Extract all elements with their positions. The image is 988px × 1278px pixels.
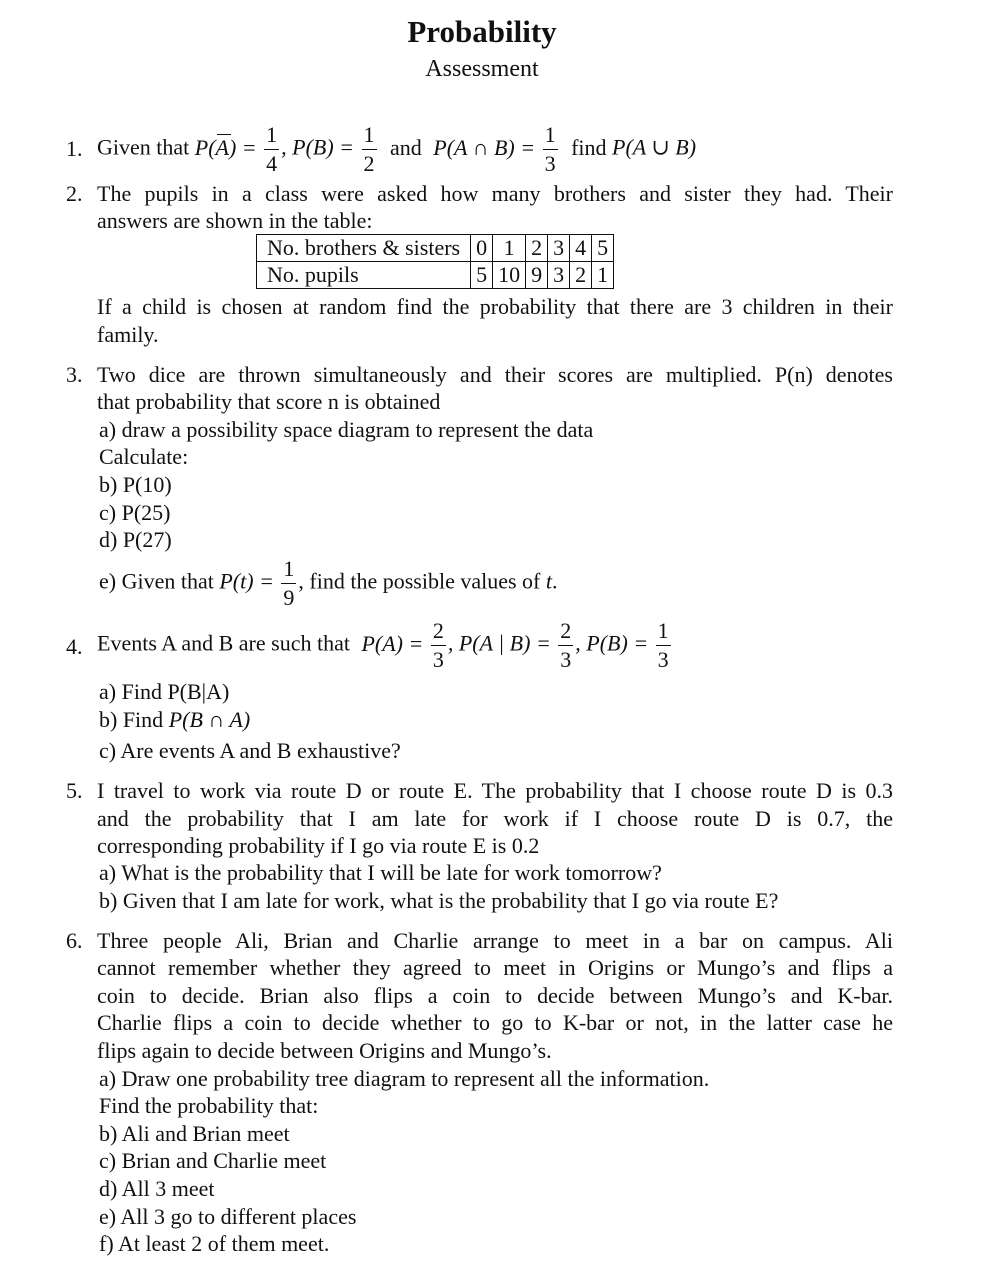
question-4: Events A and B are such that P(A) = $\frac{2}{3}$ , P(A | B) = $\frac{2}{3}$ , P(B) = $\frac{1}{3}$ <box>97 618 669 672</box>
table-row-label: No. brothers & sisters <box>257 235 471 262</box>
q3-p-t: P(t) = <box>219 568 274 594</box>
q4-part-a: a) Find P(B|A) <box>99 679 230 704</box>
question-6-number: 6. <box>66 928 83 953</box>
q3-line-1: Two dice are thrown simultaneously and their scores are multiplied. P(n) denotes <box>97 362 893 387</box>
q6-line-5: flips again to decide between Origins and Mungo’s. <box>97 1038 552 1063</box>
q6-line-4: Charlie flips a coin to decide whether to go to K-bar or not, in the latter case he <box>97 1010 893 1035</box>
q1-frac-b: $\frac{1}{2}$ <box>363 122 375 176</box>
q6-part-b: b) Ali and Brian meet <box>99 1121 290 1146</box>
question-1-number: 1. <box>66 136 83 161</box>
q1-p-a-and-b: P(A ∩ B) = <box>433 134 536 160</box>
table-cell: 5 <box>592 235 614 262</box>
q3-part-e: e) Given that P(t) = $\frac{1}{9}$ , find the possible values of t. <box>99 556 558 610</box>
table-cell: 2 <box>526 235 548 262</box>
table-cell: 9 <box>526 262 548 289</box>
q6-line-3: coin to decide. Brian also flips a coin to decide between Mungo’s and K-bar. <box>97 983 893 1008</box>
q4-part-c: c) Are events A and B exhaustive? <box>99 738 401 763</box>
q1-p-a-complement: P(A) = <box>194 134 257 160</box>
q4-p-a: P(A) = <box>361 630 424 656</box>
siblings-table <box>256 234 614 289</box>
q4-p-b: , P(B) = <box>575 630 649 656</box>
q4-p-a-given-b: , P(A | B) = <box>447 630 551 656</box>
table-cell: 3 <box>548 235 570 262</box>
q1-p-a-or-b: P(A ∪ B) <box>612 134 697 160</box>
table-row <box>257 262 614 289</box>
q4-frac-c: $\frac{1}{3}$ <box>657 618 669 672</box>
q6-find: Find the probability that: <box>99 1093 319 1118</box>
question-2-number: 2. <box>66 181 83 206</box>
question-4-number: 4. <box>66 634 83 659</box>
table-cell: 10 <box>493 262 526 289</box>
q5-part-b: b) Given that I am late for work, what is the probability that I go via route E? <box>99 888 779 913</box>
q6-part-d: d) All 3 meet <box>99 1176 215 1201</box>
q3-calculate: Calculate: <box>99 444 189 469</box>
q1-p-b: , P(B) = <box>281 134 355 160</box>
q6-part-f: f) At least 2 of them meet. <box>99 1231 330 1256</box>
complement-bar <box>217 134 231 135</box>
q3-frac: $\frac{1}{9}$ <box>283 556 295 610</box>
q6-line-1: Three people Ali, Brian and Charlie arrange to meet in a bar on campus. Ali <box>97 928 893 953</box>
q1-find: find <box>571 134 607 160</box>
table-cell: 5 <box>471 262 493 289</box>
q4-frac-b: $\frac{2}{3}$ <box>560 618 572 672</box>
q5-line-1: I travel to work via route D or route E. The probability that I choose route D is 0.3 <box>97 778 893 803</box>
q3-part-d: d) P(27) <box>99 527 172 552</box>
q5-line-3: corresponding probability if I go via route E is 0.2 <box>97 833 540 858</box>
table-cell: 3 <box>548 262 570 289</box>
question-1 <box>97 124 696 175</box>
q2-line-1: The pupils in a class were asked how many brothers and sister they had. Their <box>97 181 893 206</box>
q6-part-e: e) All 3 go to different places <box>99 1204 357 1229</box>
q2-line-4: family. <box>97 322 159 347</box>
table-cell: 0 <box>471 235 493 262</box>
q4-part-b: b) Find P(B ∩ A) <box>99 707 251 732</box>
page-title: Probability <box>407 14 557 49</box>
table-cell: 4 <box>570 235 592 262</box>
q6-part-a: a) Draw one probability tree diagram to represent all the information. <box>99 1066 710 1091</box>
q3-part-b: b) P(10) <box>99 472 172 497</box>
question-5-number: 5. <box>66 778 83 803</box>
q1-frac-c: $\frac{1}{3}$ <box>544 122 556 176</box>
page-subtitle: Assessment <box>425 56 539 82</box>
q5-part-a: a) What is the probability that I will be late for work tomorrow? <box>99 860 662 885</box>
q1-frac-a: $\frac{1}{4}$ <box>266 122 278 176</box>
q6-part-c: c) Brian and Charlie meet <box>99 1148 327 1173</box>
table-cell: 2 <box>570 262 592 289</box>
q3-part-c: c) P(25) <box>99 500 171 525</box>
q5-line-2: and the probability that I am late for work if I choose route D is 0.7, the <box>97 806 893 831</box>
table-cell: 1 <box>493 235 526 262</box>
table-row <box>257 235 614 262</box>
table-row-label: No. pupils <box>257 262 471 289</box>
q4-frac-a: $\frac{2}{3}$ <box>432 618 444 672</box>
q1-and: and <box>390 134 422 160</box>
q6-line-2: cannot remember whether they agreed to meet in Origins or Mungo’s and flips a <box>97 955 893 980</box>
q3-part-a: a) draw a possibility space diagram to represent the data <box>99 417 594 442</box>
q2-line-3: If a child is chosen at random find the probability that there are 3 children in their <box>97 294 893 319</box>
question-3-number: 3. <box>66 362 83 387</box>
q2-line-2: answers are shown in the table: <box>97 208 373 233</box>
table-cell: 1 <box>592 262 614 289</box>
q3-line-2: that probability that score n is obtained <box>97 389 441 414</box>
q1-lead: Given that <box>97 134 190 160</box>
